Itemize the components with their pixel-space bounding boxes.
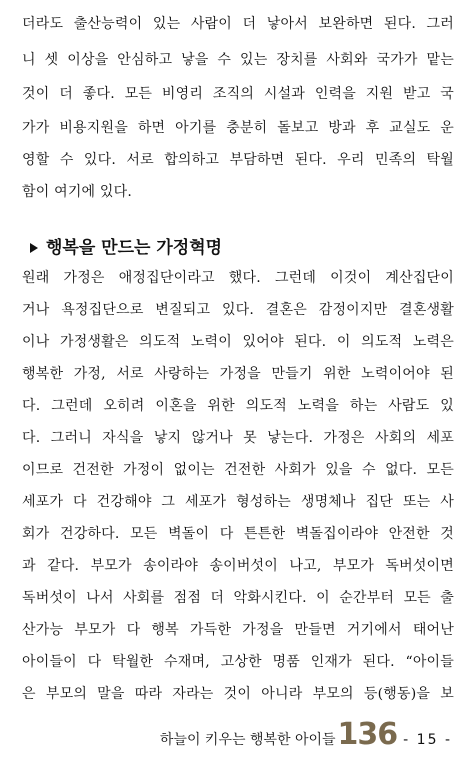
text-line: 산가능 부모가 다 행복 가득한 가정을 만들면 거기에서 태어난 [22,622,454,638]
text-line: 독버섯이 나서 사회를 점점 더 악화시킨다. 이 순간부터 모든 출 [22,590,454,606]
text-line: 니 셋 이상을 안심하고 낳을 수 있는 장치를 사회와 국가가 맡는 [22,52,454,68]
text-line: 원래 가정은 애정집단이라고 했다. 그런데 이것이 계산집단이 [22,270,454,286]
text-line: 가가 비용지원을 하면 아기를 충분히 돌보고 방과 후 교실도 운 [22,120,454,136]
text-line: 아이들이 다 탁월한 수재며, 고상한 명품 인재가 된다. “아이들 [22,654,454,670]
text-line: 다. 그런데 오히려 이혼을 위한 의도적 노력을 하는 사람도 있 [22,398,454,414]
text-line: 다. 그러니 자식을 낳지 않거나 못 낳는다. 가정은 사회의 세포 [22,430,454,446]
text-line: 거나 욕정집단으로 변질되고 있다. 결혼은 감정이지만 결혼생활 [22,302,454,318]
text-line: 영할 수 있다. 서로 합의하고 부담하면 된다. 우리 민족의 탁월 [22,152,454,168]
text-line: 행복한 가정, 서로 사랑하는 가정을 만들기 위한 노력이어야 된 [22,366,454,382]
text-line: 은 부모의 말을 따라 자라는 것이 아니라 부모의 등(행동)을 보 [22,686,454,702]
page-stamp-number: 136 [337,717,398,752]
text-line: 이나 가정생활은 의도적 노력이 있어야 된다. 이 의도적 노력은 [22,334,454,350]
text-line: 이므로 건전한 가정이 없이는 건전한 사회가 있을 수 없다. 모든 [22,462,454,478]
triangle-bullet-icon [30,243,38,253]
page-number: - 15 - [403,732,452,748]
text-line: 더라도 출산능력이 있는 사람이 더 낳아서 보완하면 된다. 그러 [22,16,454,32]
section-heading [30,236,222,260]
text-line: 세포가 다 건강해야 그 세포가 형성하는 생명체나 집단 또는 사 [22,494,454,510]
text-line: 회가 건강하다. 모든 벽돌이 다 튼튼한 벽돌집이라야 안전한 것 [22,526,454,542]
section-heading-text: 행복을 만드는 가정혁명 [46,238,223,258]
page-footer [159,717,452,752]
text-line: 과 같다. 부모가 송이라야 송이버섯이 나고, 부모가 독버섯이면 [22,558,454,574]
text-line: 함이 여기에 있다. [22,184,133,200]
footer-book-title: 하늘이 키우는 행복한 아이들 [159,732,336,748]
text-line: 것이 더 좋다. 모든 비영리 조직의 시설과 인력을 지원 받고 국 [22,86,454,102]
